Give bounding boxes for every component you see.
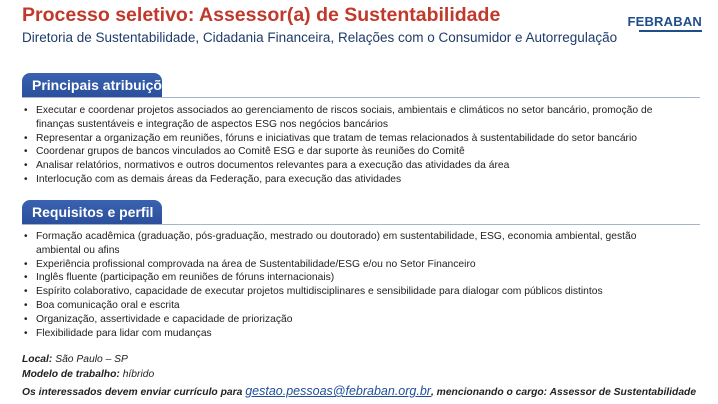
list-item: • Experiência profissional comprovada na área de Sustentabilidade/ESG e/ou no Setor Financeiro (22, 258, 682, 272)
work-model-label: Modelo de trabalho: (22, 369, 120, 380)
section-divider (22, 224, 700, 225)
contact-suffix: , mencionando o cargo: Assessor de Sustentabilidade (430, 387, 697, 398)
page-subtitle: Diretoria de Sustentabilidade, Cidadania Financeira, Relações com o Consumidor e Autorregulação (22, 30, 618, 45)
list-item: • Inglês fluente (participação em reuniões de fóruns internacionais) (22, 271, 682, 285)
list-item: • Analisar relatórios, normativos e outros documentos relevantes para a execução das atividades da área (22, 159, 682, 173)
local-info (22, 354, 128, 365)
list-item: • Coordenar grupos de bancos vinculados ao Comitê ESG e dar suporte às reuniões do Comitê (22, 145, 682, 159)
contact-prefix: Os interessados devem enviar currículo para (22, 387, 243, 398)
list-item: • Boa comunicação oral e escrita (22, 299, 682, 313)
list-item: • Flexibilidade para lidar com mudanças (22, 327, 682, 341)
contact-info (22, 384, 696, 398)
febraban-logo: FEBRABAN (627, 14, 702, 29)
section-divider (22, 97, 700, 98)
list-item: • Organização, assertividade e capacidade de priorização (22, 313, 682, 327)
requisitos-list (22, 230, 682, 340)
section-header-requisitos: Requisitos e perfil (22, 200, 162, 225)
local-value: São Paulo – SP (55, 354, 128, 365)
page-title: Processo seletivo: Assessor(a) de Sustentabilidade (22, 4, 501, 26)
email-link[interactable]: gestao.pessoas@febraban.org.br (245, 384, 431, 398)
list-item: • Formação acadêmica (graduação, pós-graduação, mestrado ou doutorado) em sustentabilidade, ESG, economia ambiental, gestão ambiental ou afins (22, 230, 682, 258)
list-item: • Representar a organização em reuniões, fóruns e iniciativas que tratam de temas relacionados à sustentabilidade do setor bancário (22, 132, 682, 146)
list-item: • Interlocução com as demais áreas da Federação, para execução das atividades (22, 173, 682, 187)
logo-underline (639, 30, 702, 32)
list-item: • Espírito colaborativo, capacidade de executar projetos multidisciplinares e sensibilidade para dialogar com públicos distintos (22, 285, 682, 299)
list-item: • Executar e coordenar projetos associados ao gerenciamento de riscos sociais, ambientais e climáticos no setor bancário, promoção de finanças sustentáveis e integração de aspectos ESG nos negócios bancários (22, 104, 682, 132)
atribuicoes-list (22, 104, 682, 187)
local-label: Local: (22, 354, 53, 365)
section-header-atribuicoes: Principais atribuições (22, 73, 162, 98)
work-model-info (22, 369, 154, 380)
work-model-value: híbrido (122, 369, 155, 380)
